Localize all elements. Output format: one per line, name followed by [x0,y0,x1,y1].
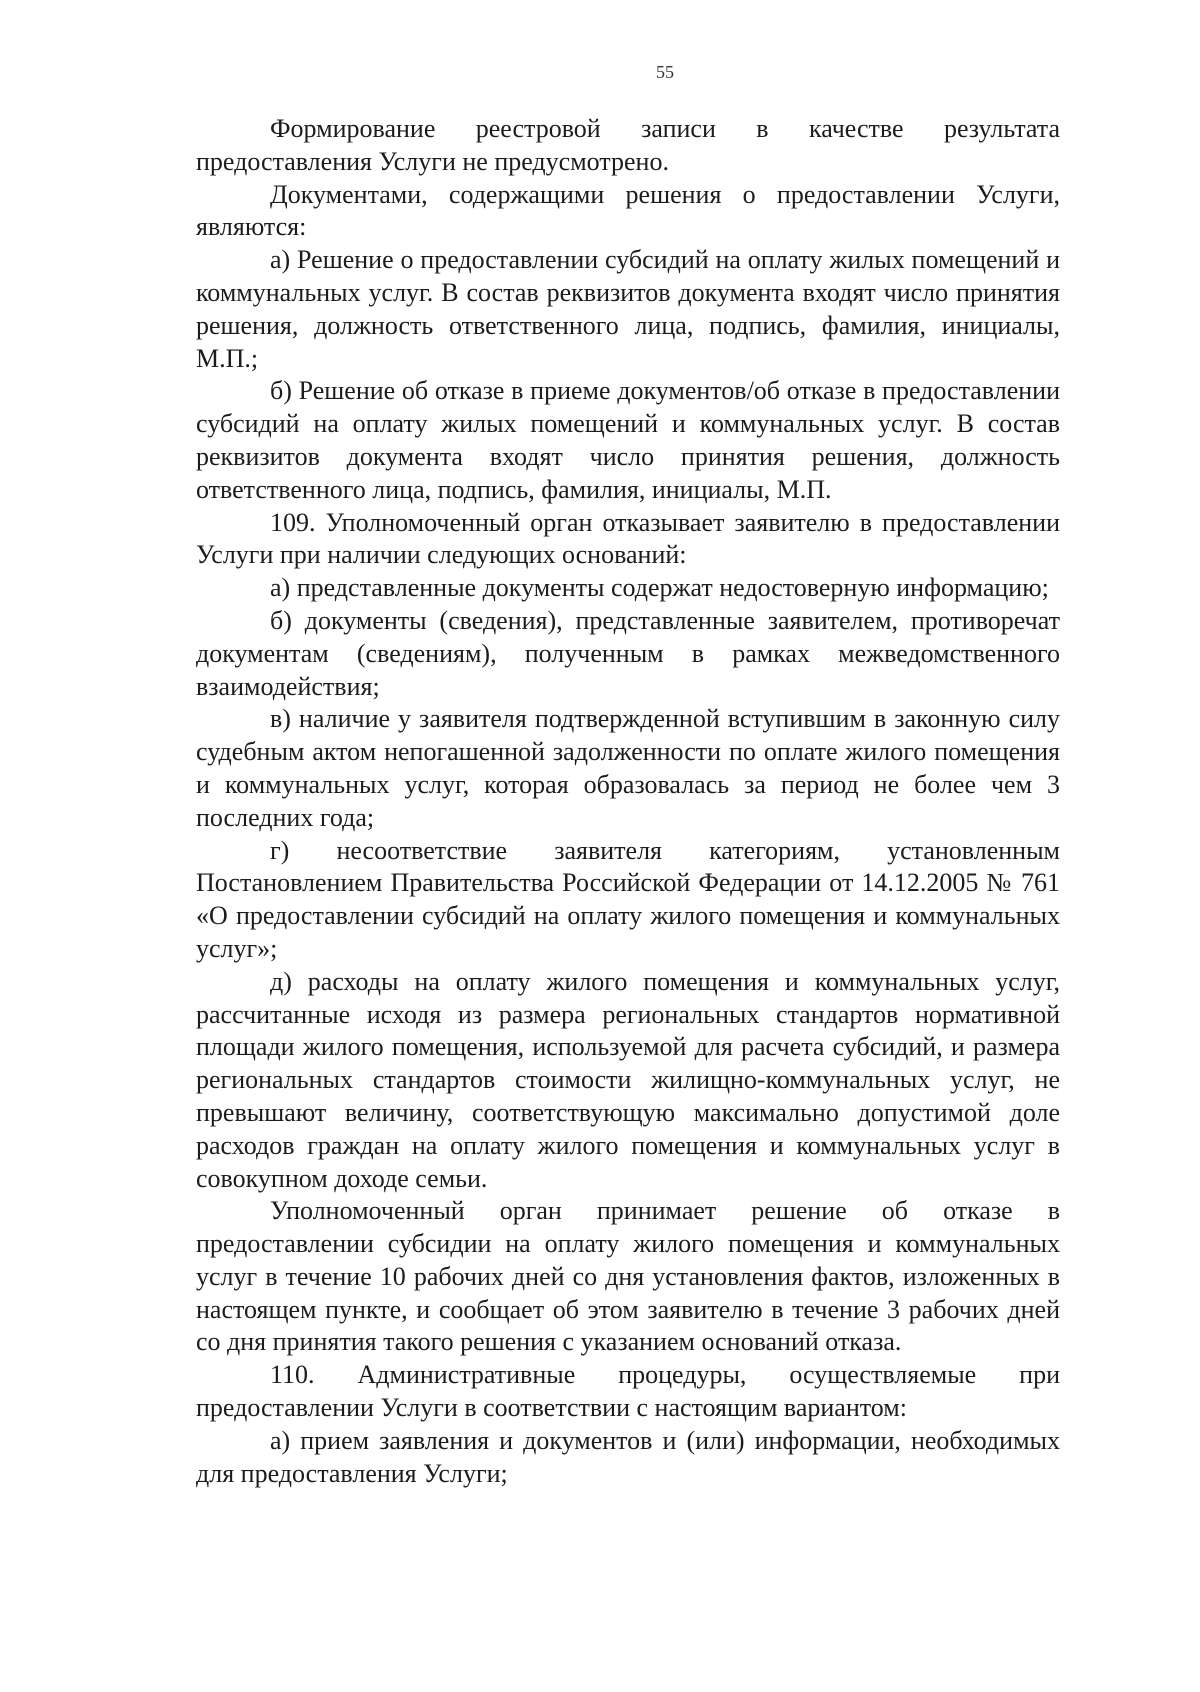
page-number: 55 [656,62,674,82]
paragraph-109-item-g: г) несоответствие заявителя категориям, установленным Постановлением Правительства Российской Федерации от 14.12.2005 № 761 «О предоставлении субсидий на оплату жилого помещения и коммунальных услуг»; [196,835,1060,963]
paragraph-registry-record: Формирование реестровой записи в качестве результата предоставления Услуги не предусмотрено. [196,114,1060,176]
paragraph-110: 110. Административные процедуры, осуществляемые при предоставлении Услуги в соответствии с настоящим вариантом: [196,1360,1060,1423]
paragraph-item-a-grant-decision: а) Решение о предоставлении субсидий на оплату жилых помещений и коммунальных услуг. В состав реквизитов документа входят число принятия решения, должность ответственного лица, подпись, фамилия, инициалы, М.П.; [196,245,1060,373]
paragraph-110-item-a: а) прием заявления и документов и (или) информации, необходимых для предоставления Услуги; [196,1425,1060,1488]
paragraph-refusal-deadline: Уполномоченный орган принимает решение об отказе в предоставлении субсидии на оплату жилого помещения и коммунальных услуг в течение 10 рабочих дней со дня установления фактов, изложенных в настоящем пункте, и сообщает об этом заявителю в течение 3 рабочих дней со дня принятия такого решения с указанием оснований отказа. [196,1196,1060,1357]
paragraph-109-item-b: б) документы (сведения), представленные заявителем, противоречат документам (сведениям), полученным в рамках межведомственного взаимодействия; [196,605,1060,701]
paragraph-109-item-a: а) представленные документы содержат недостоверную информацию; [270,573,1049,603]
paragraph-item-b-refusal-decision: б) Решение об отказе в приеме документов/об отказе в предоставлении субсидий на оплату жилых помещений и коммунальных услуг. В состав реквизитов документа входят число принятия решения, должность ответственного лица, подпись, фамилия, инициалы, М.П. [196,376,1060,504]
paragraph-109-item-d: д) расходы на оплату жилого помещения и коммунальных услуг, рассчитанные исходя из размера региональных стандартов нормативной площади жилого помещения, используемой для расчета субсидий, и размера региональных стандартов стоимости жилищно-коммунальных услуг, не превышают величину, соответствующую максимально допустимой доле расходов граждан на оплату жилого помещения и коммунальных услуг в совокупном доходе семьи. [196,966,1060,1193]
paragraph-109-item-v: в) наличие у заявителя подтвержденной вступившим в законную силу судебным актом непогашенной задолженности по оплате жилого помещения и коммунальных услуг, которая образовалась за период не более чем 3 последних года; [196,704,1060,832]
document-body [196,113,1060,1490]
paragraph-decision-documents: Документами, содержащими решения о предоставлении Услуги, являются: [196,179,1060,242]
paragraph-109: 109. Уполномоченный орган отказывает заявителю в предоставлении Услуги при наличии следующих оснований: [196,507,1060,570]
